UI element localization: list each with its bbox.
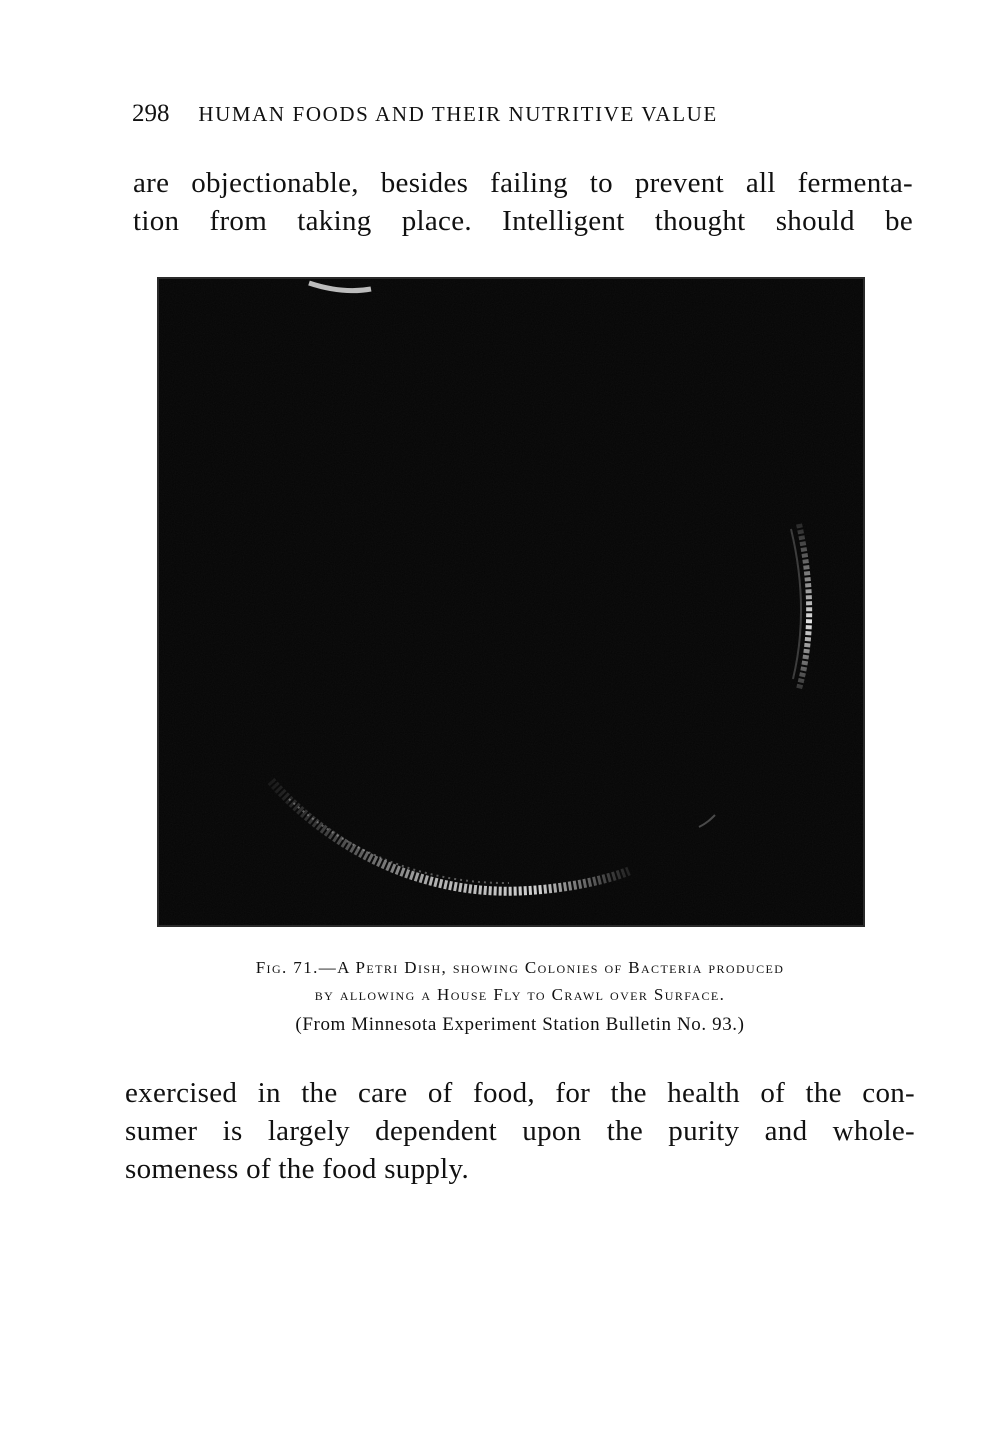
running-title: HUMAN FOODS AND THEIR NUTRITIVE VALUE xyxy=(198,102,718,126)
paragraph-bottom xyxy=(125,1074,915,1188)
caption-line: Fig. 71.—A Petri Dish, showing Colonies of Bacteria produced xyxy=(255,958,785,977)
figure-petri-dish-photo xyxy=(157,277,865,927)
running-head xyxy=(132,100,852,134)
paragraph-top xyxy=(133,164,913,240)
caption-line: by allowing a House Fly to Crawl over Surface. xyxy=(314,985,726,1004)
text-line: tion from taking place. Intelligent thought should be xyxy=(133,205,913,237)
page-number: 298 xyxy=(132,100,170,127)
text-line: exercised in the care of food, for the health of the con- xyxy=(125,1077,915,1109)
petri-dish-image xyxy=(159,279,863,925)
figure-source: (From Minnesota Experiment Station Bulletin No. 93.) xyxy=(295,1014,745,1035)
text-line: are objectionable, besides failing to prevent all fermenta- xyxy=(133,167,913,199)
text-line: someness of the food supply. xyxy=(125,1153,470,1185)
text-line: sumer is largely dependent upon the purity and whole- xyxy=(125,1115,915,1147)
figure-caption xyxy=(120,954,920,1008)
